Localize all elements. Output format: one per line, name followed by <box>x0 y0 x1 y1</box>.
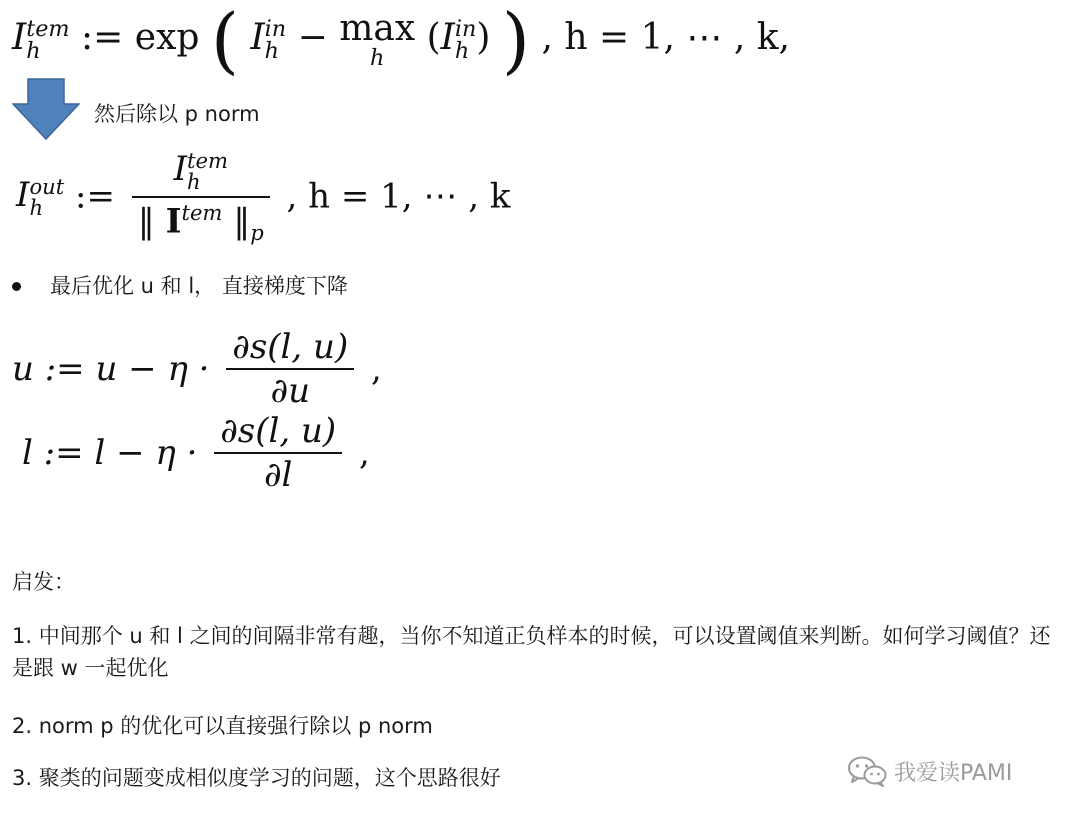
eq1-lhs-base: I <box>12 17 27 58</box>
eq2-lhs-sup: out <box>29 173 65 199</box>
wechat-icon <box>846 755 888 787</box>
eq1-tail: , h = 1, ⋯ , k, <box>541 17 790 58</box>
watermark-text: 我爱读PAMI <box>894 760 1013 786</box>
eq2-den-right: ‖ <box>222 201 251 242</box>
eq2-lhs-base: I <box>16 174 30 215</box>
eq2-lhs-sub: h <box>29 194 44 220</box>
eq1-inner-sup: in <box>264 15 287 42</box>
eq1-minus: − <box>297 17 328 58</box>
eq1-inner-base: I <box>250 17 265 58</box>
eq2-tail: , h = 1, ⋯ , k <box>286 176 511 217</box>
eq1-max: max <box>339 7 416 49</box>
eq1-open-paren: ( <box>210 0 239 82</box>
eq2-fraction <box>132 148 270 246</box>
equation-update-u <box>12 327 382 411</box>
eq3-lhs: u := u − η · <box>12 349 210 389</box>
eq4-fraction <box>214 411 342 495</box>
eq2-den-bold: I <box>165 201 182 242</box>
eq4-tail: , <box>358 433 370 473</box>
eq1-inner-sub: h <box>264 38 280 64</box>
eq2-assign: := <box>75 176 115 217</box>
eq1-lhs-sup: tem <box>26 15 70 42</box>
eq2-num-sup: tem <box>187 148 228 173</box>
eq1-arg-sub: h <box>454 38 470 64</box>
eq1-lhs-sub: h <box>26 38 41 64</box>
eq2-den-sup: tem <box>181 200 223 226</box>
eq1-max-sub: h <box>370 44 385 71</box>
point-1: 1. 中间那个 u 和 l 之间的间隔非常有趣，当你不知道正负样本的时候，可以设置阈值来判断。如何学习阈值？还是跟 w 一起优化 <box>12 624 1051 680</box>
watermark <box>846 754 1012 788</box>
eq1-arg-sup: in <box>454 15 477 42</box>
eq3-fraction <box>226 327 354 411</box>
point-3: 3. 聚类的问题变成相似度学习的问题，这个思路很好 <box>12 766 501 790</box>
eq2-num-sub: h <box>187 169 201 195</box>
eq4-num: ∂s(l, u) <box>220 411 337 451</box>
eq2-num-base: I <box>173 149 187 190</box>
eq2-den-sub: p <box>250 220 264 246</box>
eq3-num: ∂s(l, u) <box>232 327 349 367</box>
arrow-caption: 然后除以 p norm <box>94 102 260 126</box>
equation-p-norm <box>16 148 511 246</box>
equation-softmax-temp: I tem h := exp ( I in h − max h (I in h ) ) , h = 1, ⋯ , k, <box>12 0 790 82</box>
eq4-lhs: l := l − η · <box>22 433 198 473</box>
equation-update-l <box>22 411 370 495</box>
down-arrow-icon <box>12 78 80 140</box>
point-2: 2. norm p 的优化可以直接强行除以 p norm <box>12 714 433 738</box>
bullet-dot <box>12 282 21 291</box>
eq3-tail: , <box>371 349 382 389</box>
eq1-close-paren: ) <box>501 0 531 82</box>
eq3-den: ∂u <box>226 368 354 408</box>
eq1-assign: := <box>81 17 124 58</box>
eq1-func: exp <box>134 17 200 58</box>
inspiration-heading: 启发： <box>12 570 75 594</box>
eq2-den-left: ‖ <box>137 201 166 242</box>
eq1-arg-base: I <box>440 17 455 58</box>
bullet-text: 最后优化 u 和 l， 直接梯度下降 <box>50 274 348 298</box>
eq4-den: ∂l <box>214 452 342 492</box>
